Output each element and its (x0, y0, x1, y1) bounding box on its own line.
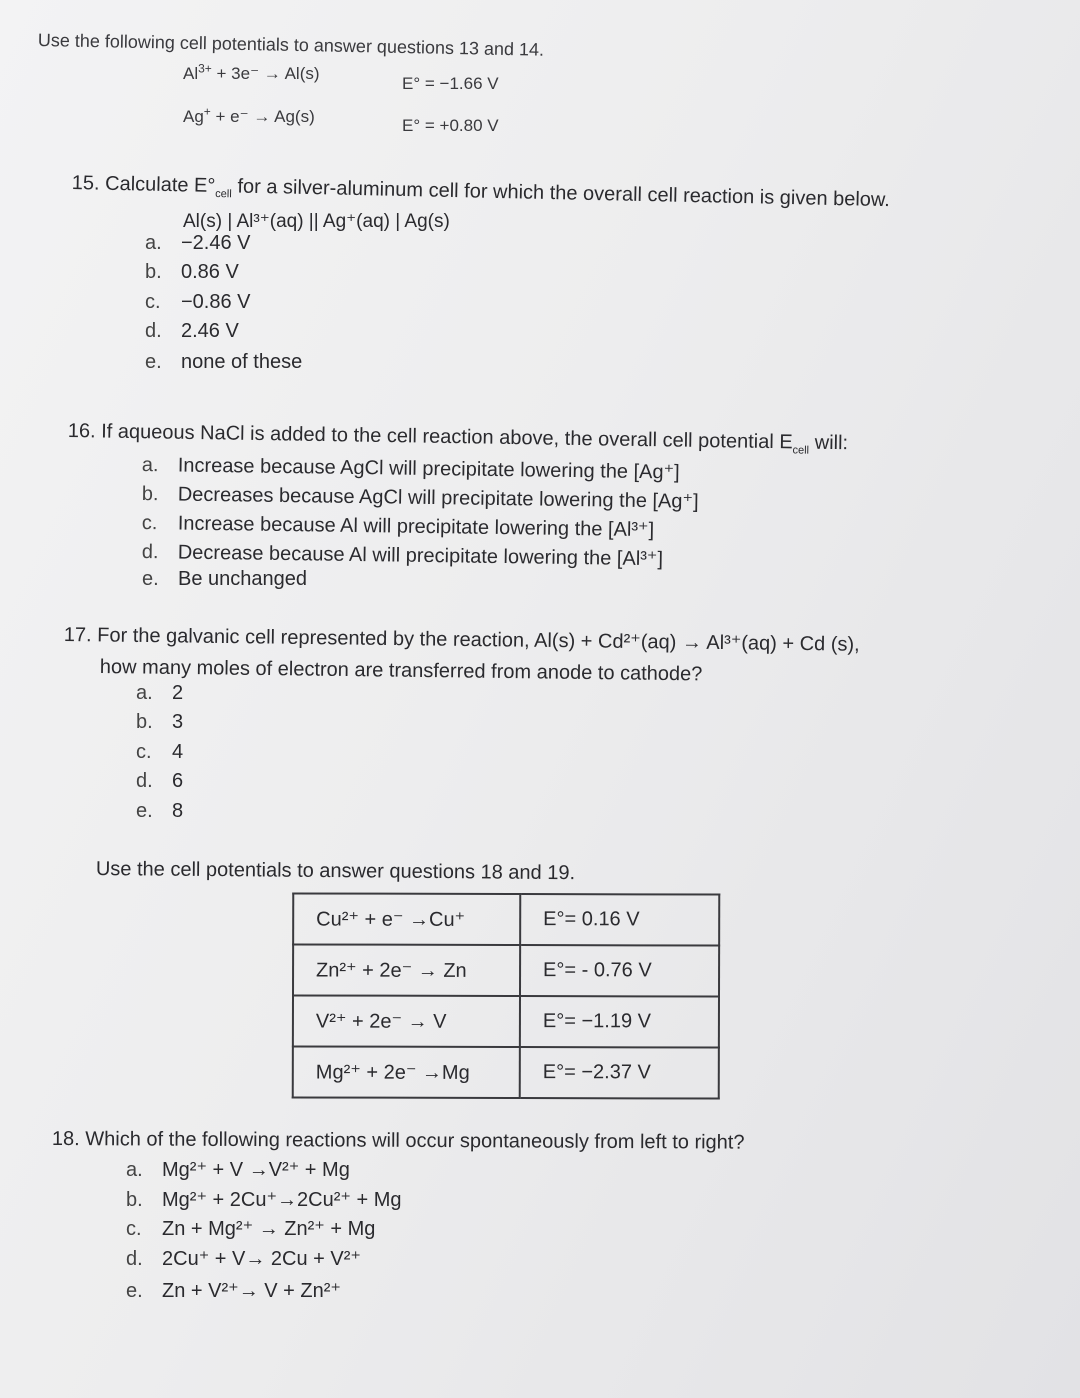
table-row (293, 944, 719, 996)
question-15-text-a: Calculate E° (104, 172, 216, 198)
q15-option-a (145, 232, 251, 255)
half-reaction-ag-charge: + (203, 104, 211, 119)
half-reaction-al-rhs: + 3e⁻ → Al(s) (211, 64, 320, 83)
question-16-text-a: If aqueous NaCl is added to the cell reaction above, the overall cell potential E (101, 420, 793, 454)
option-letter: a. (126, 1159, 143, 1181)
option-letter: a. (136, 682, 153, 704)
q16-option-d (142, 539, 664, 571)
question-16 (68, 420, 849, 455)
q15-option-b (145, 261, 239, 284)
option-letter: c. (145, 291, 161, 313)
potential-ag: E° = +0.80 V (402, 116, 499, 135)
option-text: −0.86 V (181, 291, 251, 313)
question-18-text: Which of the following reactions will occur spontaneously from left to right? (85, 1128, 745, 1154)
q17-option-a (136, 682, 183, 705)
potential-al: E° = −1.66 V (402, 74, 499, 93)
option-text: Mg²⁺ + V →V²⁺ + Mg (162, 1159, 350, 1181)
option-letter: a. (141, 453, 159, 477)
option-text: 3 (172, 711, 184, 733)
half-reaction-al (183, 61, 320, 84)
option-letter: d. (136, 770, 153, 792)
option-letter: e. (145, 351, 162, 373)
cell-notation: Al(s) | Al³⁺(aq) || Ag⁺(aq) | Ag(s) (183, 211, 450, 232)
q17-option-b (136, 711, 183, 734)
question-15-subscript: cell (215, 188, 232, 201)
option-text: 0.86 V (181, 261, 239, 283)
question-18-number: 18. (51, 1128, 80, 1151)
table-potential-cell: E°= −2.37 V (520, 1047, 719, 1099)
question-17-number: 17. (63, 623, 92, 647)
option-letter: a. (145, 232, 162, 254)
option-text: Increase because AgCl will precipitate lowering the [Ag⁺] (177, 454, 680, 484)
question-16-text-b: will: (809, 431, 849, 455)
question-15-number: 15. (71, 172, 100, 195)
q17-option-e (136, 800, 183, 823)
intro-questions-18-19: Use the cell potentials to answer questions 18 and 19. (95, 858, 576, 885)
table-reaction-cell: Cu²⁺ + e⁻ →Cu⁺ (293, 893, 520, 945)
q17-option-d (136, 770, 183, 793)
option-text: 4 (172, 741, 184, 763)
option-text: Be unchanged (178, 568, 308, 590)
option-letter: c. (126, 1218, 142, 1240)
q16-option-e (142, 568, 307, 591)
half-reaction-ag-lhs: Ag (183, 107, 204, 126)
question-15-text-b: for a silver-aluminum cell for which the overall cell reaction is given below. (231, 175, 891, 212)
option-text: 2 (172, 682, 184, 704)
question-17-line-1 (64, 622, 860, 657)
option-letter: e. (142, 568, 159, 590)
option-letter: d. (145, 320, 162, 342)
q16-option-c (142, 510, 655, 542)
q18-option-c (126, 1216, 375, 1241)
table-row (293, 1046, 719, 1098)
option-text: none of these (181, 351, 303, 373)
table-potential-cell: E°= - 0.76 V (520, 945, 719, 997)
option-letter: d. (141, 540, 159, 564)
table-reaction-cell: Zn²⁺ + 2e⁻ → Zn (293, 944, 520, 996)
q17-option-c (136, 741, 183, 764)
option-text: Decreases because AgCl will precipitate lowering the [Ag⁺] (177, 483, 699, 513)
option-letter: b. (145, 261, 162, 283)
option-text: 2Cu⁺ + V→ 2Cu + V²⁺ (162, 1248, 361, 1270)
q15-option-d (145, 320, 239, 343)
q16-option-a (142, 452, 680, 485)
option-text: Zn + V²⁺→ V + Zn²⁺ (162, 1280, 341, 1302)
q16-option-b (142, 481, 699, 514)
table-potential-cell: E°= −1.19 V (520, 996, 719, 1048)
option-text: −2.46 V (181, 232, 251, 254)
q18-option-e (126, 1278, 341, 1303)
half-reaction-ag-rhs: + e⁻ → Ag(s) (210, 107, 315, 126)
q15-option-c (145, 291, 251, 314)
table-reaction-cell: Mg²⁺ + 2e⁻ →Mg (293, 1046, 520, 1098)
option-letter: c. (141, 511, 158, 535)
half-reaction-al-lhs: Al (183, 64, 199, 83)
option-letter: b. (136, 711, 153, 733)
question-15 (72, 172, 891, 212)
option-text: Decrease because Al will precipitate lowering the [Al³⁺] (177, 541, 664, 571)
table-potential-cell: E°= 0.16 V (520, 894, 719, 946)
option-text: Zn + Mg²⁺ → Zn²⁺ + Mg (162, 1218, 376, 1240)
option-text: Mg²⁺ + 2Cu⁺→2Cu²⁺ + Mg (162, 1189, 402, 1211)
table-row (293, 995, 719, 1047)
q15-option-e (145, 351, 302, 374)
question-16-subscript: cell (792, 444, 810, 457)
cell-potential-table (292, 892, 721, 1099)
table-row (293, 893, 719, 945)
option-letter: b. (126, 1189, 143, 1211)
question-16-number: 16. (67, 420, 96, 443)
option-letter: b. (141, 482, 159, 506)
option-text: Increase because Al will precipitate lowering the [Al³⁺] (177, 512, 655, 542)
intro-questions-13-14: Use the following cell potentials to answer questions 13 and 14. (37, 30, 545, 60)
q18-option-d (126, 1246, 361, 1271)
option-letter: e. (136, 800, 153, 822)
question-17-line-2: how many moles of electron are transferred from anode to cathode? (99, 656, 703, 686)
option-text: 8 (172, 800, 184, 822)
option-letter: d. (126, 1248, 143, 1270)
table-reaction-cell: V²⁺ + 2e⁻ → V (293, 995, 520, 1047)
question-18 (52, 1128, 745, 1155)
half-reaction-ag (183, 104, 315, 127)
option-letter: c. (136, 741, 152, 763)
option-text: 6 (172, 770, 184, 792)
q18-option-a (126, 1157, 350, 1182)
q18-option-b (126, 1187, 402, 1212)
question-17-text: For the galvanic cell represented by the reaction, Al(s) + Cd²⁺(aq) → Al³⁺(aq) + Cd (s), (97, 624, 860, 656)
option-text: 2.46 V (181, 320, 239, 342)
half-reaction-al-charge: 3+ (198, 61, 212, 76)
option-letter: e. (126, 1280, 143, 1302)
